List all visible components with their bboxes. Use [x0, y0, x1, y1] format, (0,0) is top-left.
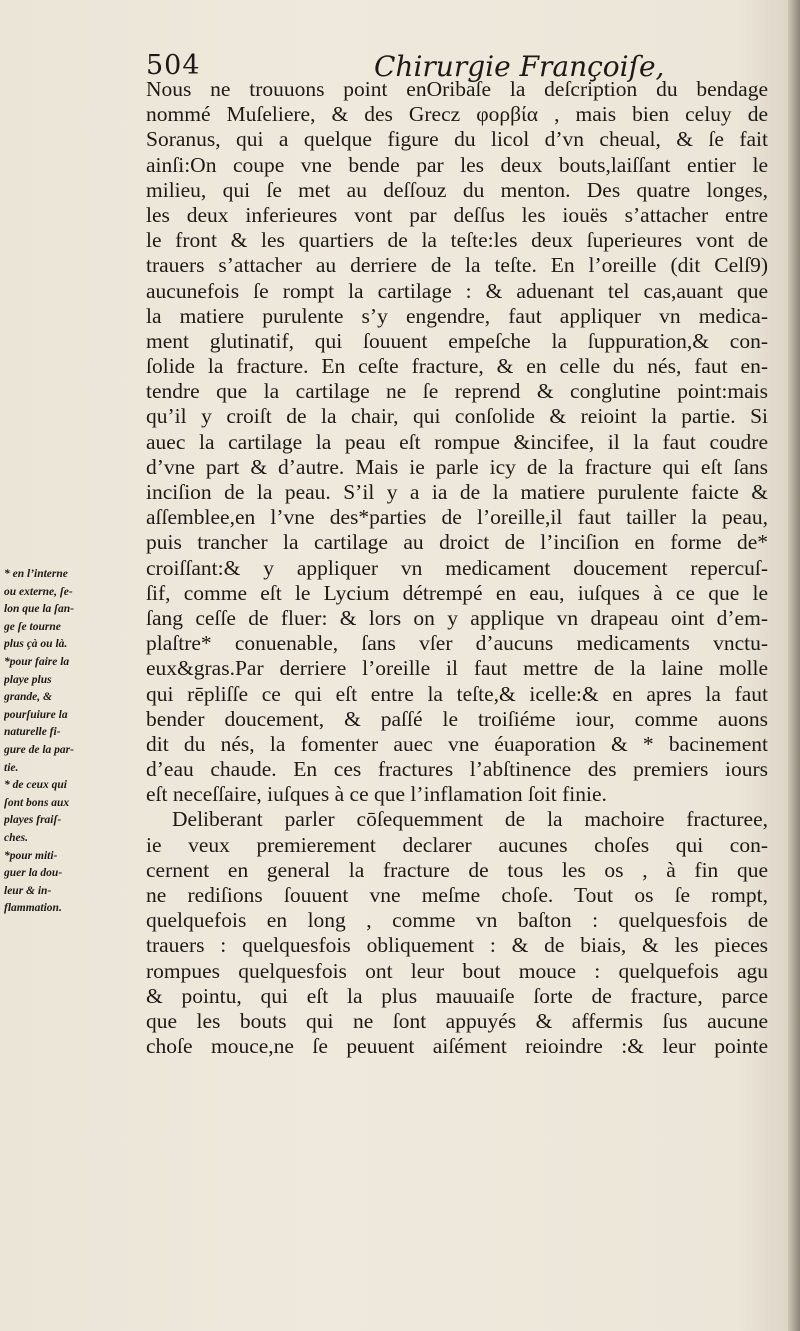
text-line: quelquefois en long , comme vn baſton : quelquesfois de — [146, 908, 768, 933]
text-line: ſang ceſſe de fluer: & lors on y applique vn drapeau oint d’em- — [146, 605, 768, 630]
text-line: auec la cartilage la peau eſt rompue &incifee, il la faut coudre — [146, 429, 768, 454]
text-line: croiſſant:& y appliquer vn medicament doucement repercuſ- — [146, 555, 768, 580]
margin-note-line: naturelle fi- — [4, 726, 61, 739]
text-line: plaſtre* conuenable, ſans vſer d’aucuns medicaments vnctu- — [146, 631, 768, 656]
marginal-notes — [4, 566, 148, 918]
text-line: eux&gras.Par derriere l’oreille il faut mettre de la laine molle — [146, 656, 768, 681]
margin-note-line: flammation. — [4, 902, 62, 915]
text-line: ie veux premierement declarer aucunes choſes qui con- — [146, 832, 768, 857]
running-title: Chirurgie Françoiſe, — [374, 50, 665, 83]
margin-note-line: playes fraiſ- — [4, 814, 62, 827]
margin-note-line: guer la dou- — [4, 867, 63, 880]
text-line: d’vne part & d’autre. Mais ie parle icy de la fracture qui eſt ſans — [146, 454, 768, 479]
text-line: bender doucement, & paſſé le troiſiéme iour, comme auons — [146, 706, 768, 731]
margin-note-line: * de ceux qui — [4, 779, 67, 792]
margin-note-line: *pour faire la — [4, 655, 70, 668]
margin-note-line: ge ſe tourne — [4, 620, 61, 633]
text-line: choſe mouce,ne ſe peuuent aiſément reioindre :& leur pointe — [146, 1034, 768, 1059]
text-line: inciſion de la peau. S’il y a ia de la matiere purulente faicte & — [146, 480, 768, 504]
margin-note-line: pourſuiure la — [4, 708, 68, 721]
text-line: Nous ne trouuons point enOribaſe la deſcription du bendage — [146, 77, 768, 101]
margin-note-line: grande, & — [4, 691, 52, 704]
margin-note-line: tie. — [4, 761, 19, 774]
margin-note-line: ſont bons aux — [4, 796, 70, 809]
text-line: qu’il y croiſt de la chair, qui conſolide & reioint la partie. Si — [146, 404, 768, 429]
main-text-block — [146, 77, 768, 1059]
text-line: aucunefois ſe rompt la cartilage : & aduenant tel cas,auant que — [146, 278, 768, 303]
margin-note-line: * en l’interne — [4, 568, 68, 580]
text-line: ne rediſions ſouuent vne meſme choſe. Tout os ſe rompt, — [146, 883, 768, 907]
text-line: puis trancher la cartilage au droict de l’inciſion en forme de* — [146, 530, 768, 555]
page-edge — [788, 0, 800, 1331]
text-line: la matiere purulente s’y engendre, faut appliquer vn medica- — [146, 303, 768, 328]
margin-note-line: ou externe, ſe- — [4, 585, 73, 598]
text-line: qui rēpliſſe ce qui eſt entre la teſte,& icelle:& en apres la faut — [146, 681, 768, 706]
text-line: ment glutinatif, qui ſouuent empeſche la ſuppuration,& con- — [146, 328, 768, 353]
text-line: que les bouts qui ne ſont appuyés & affermis ſus aucune — [146, 1008, 768, 1033]
text-line: le front & les quartiers de la teſte:les deux ſuperieures vont de — [146, 228, 768, 253]
margin-note-line: playe plus — [4, 673, 52, 686]
text-line: aſſemblee,en l’vne des*parties de l’oreille,il faut tailler la peau, — [146, 505, 768, 530]
text-line: ainſi:On coupe vne bende par les deux bouts,laiſſant entier le — [146, 152, 768, 177]
text-line: milieu, qui ſe met au deſſouz du menton. Des quatre longes, — [146, 177, 768, 202]
text-line: les deux inferieures vont par deſſus les iouës s’attacher entre — [146, 202, 768, 227]
text-line: nommé Muſeliere, & des Grecz φορβία , mais bien celuy de — [146, 102, 768, 127]
text-line: rompues quelquesfois ont leur bout mouce : quelquefois agu — [146, 958, 768, 983]
margin-note-line: gure de la par- — [4, 743, 74, 756]
text-line: Deliberant parler cōſequemment de la machoire fracturee, — [172, 807, 768, 832]
margin-note-line: plus çà ou là. — [4, 638, 68, 651]
text-line: trauers s’attacher au derriere de la teſte. En l’oreille (dit Celſ9) — [146, 253, 768, 278]
text-line: ſif, comme eſt le Lycium détrempé en eau, iuſques à ce que le — [146, 580, 768, 605]
margin-note-line: ches. — [4, 831, 28, 844]
text-line: d’eau chaude. En ces fractures l’abſtinence des premiers iours — [146, 757, 768, 782]
margin-note-line: lon que la ſan- — [4, 603, 74, 616]
text-line: ſolide la fracture. En ceſte fracture, & en celle du nés, faut en- — [146, 354, 768, 379]
text-line: & pointu, qui eſt la plus mauuaiſe ſorte de fracture, parce — [146, 983, 768, 1008]
text-line: cernent en general la fracture de tous les os , à fin que — [146, 857, 768, 882]
margin-note-line: *pour miti- — [4, 849, 58, 862]
text-line: trauers : quelquesfois obliquement : & de biais, & les pieces — [146, 933, 768, 958]
text-line: Soranus, qui a quelque figure du licol d’vn cheual, & ſe fait — [146, 127, 768, 152]
text-line: eſt neceſſaire, iuſques à ce que l’inflamation ſoit finie. — [146, 782, 607, 807]
margin-note-line: leur & in- — [4, 884, 52, 897]
text-line: tendre que la cartilage ne ſe reprend & conglutine point:mais — [146, 379, 768, 404]
page-number: 504 — [146, 50, 201, 81]
text-line: dit du nés, la fomenter auec vne éuaporation & * bacinement — [146, 731, 768, 756]
